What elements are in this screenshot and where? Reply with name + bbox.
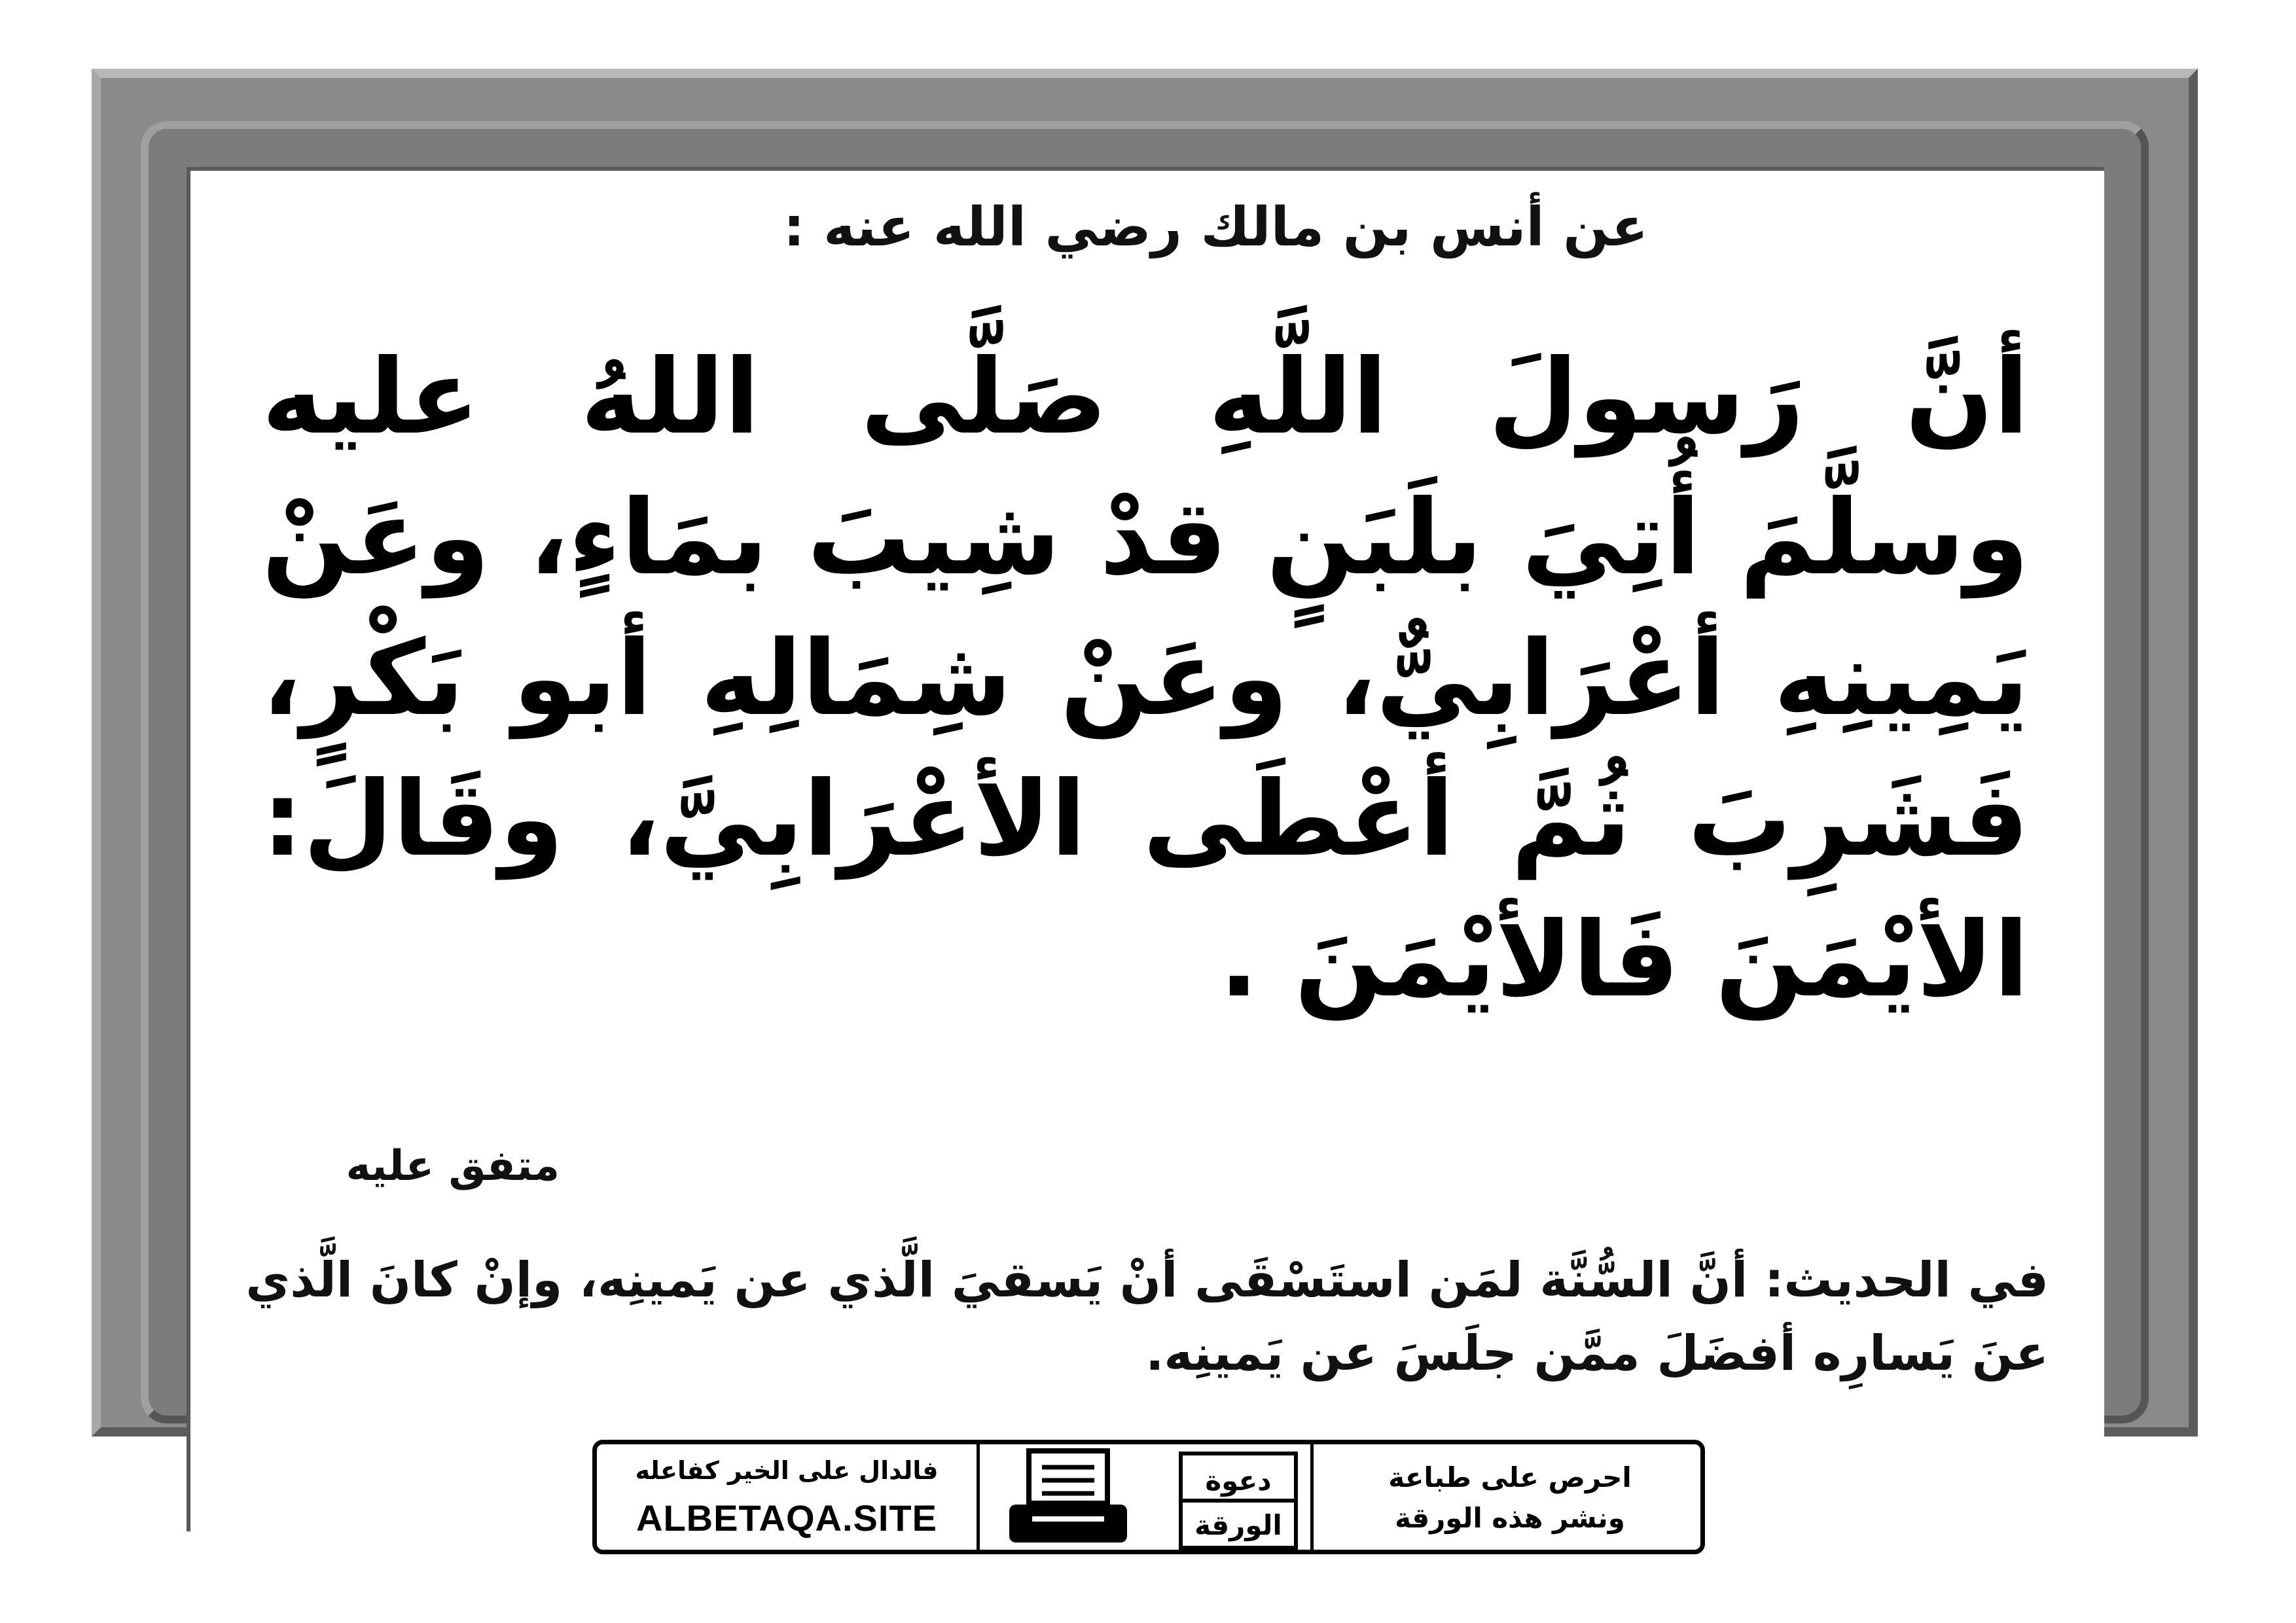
- hadith-narrator: عن أنس بن مالك رضي الله عنه :: [783, 196, 1648, 259]
- svg-text:دعوة: دعوة: [1205, 1465, 1272, 1497]
- svg-text:الورقة: الورقة: [1194, 1509, 1282, 1541]
- brand-logo: [1173, 1448, 1304, 1556]
- footer-proverb: فالدال على الخير كفاعله: [635, 1456, 939, 1485]
- hadith-text: أنَّ رَسولَ اللَّهِ صَلَّى اللهُ عليه وسلَّمَ أُتِيَ بلَبَنٍ قدْ شِيبَ بمَاءٍ، وعَنْ يَمِينِهِ أعْرَابِيٌّ، وعَنْ شِمَالِهِ أبو بَكْرٍ، فَشَرِبَ ثُمَّ أعْطَى الأعْرَابِيَّ، وقَالَ: الأيْمَنَ فَالأيْمَنَ .: [262, 337, 2029, 1020]
- footer-cta-line2: ونشر هذه الورقة: [1395, 1502, 1625, 1534]
- footer-divider: [977, 1444, 980, 1550]
- printer-icon: [993, 1444, 1143, 1552]
- hadith-source: متفق عليه: [346, 1142, 560, 1190]
- hadith-explanation: في الحديث: أنَّ السُّنَّة لمَن استَسْقَى أنْ يَسقيَ الَّذي عن يَمينِه، وإنْ كانَ الَّذي عنَ يَسارِه أفضَلَ ممَّن جلَسَ عن يَمينِه.: [245, 1252, 2049, 1382]
- footer-bar: [592, 1440, 1705, 1554]
- footer-divider: [1310, 1444, 1314, 1550]
- footer-site-link[interactable]: ALBETAQA.SITE: [636, 1497, 937, 1539]
- footer-cta-line1: احرص على طباعة: [1388, 1461, 1632, 1493]
- footer-call-to-action: [1323, 1457, 1696, 1539]
